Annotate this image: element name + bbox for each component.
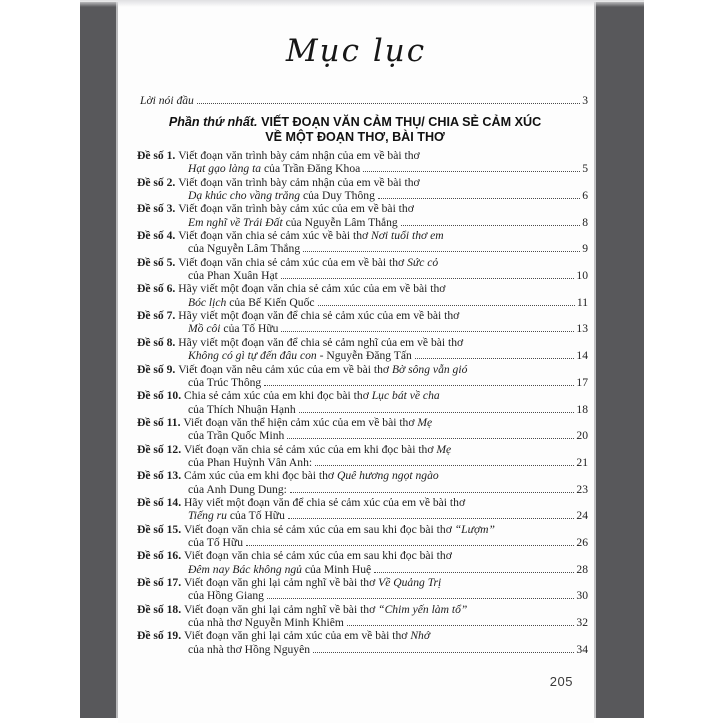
toc-text-segment: Hãy viết một đoạn văn chia sẻ cảm xúc của em về bài thơ: [178, 282, 446, 296]
toc-entry-line2: [137, 509, 588, 522]
toc-text-segment: Bờ sông vẫn gió: [391, 362, 468, 376]
toc-entry-page-number: 18: [576, 402, 588, 416]
toc-text-segment: Sức cỏ: [407, 255, 439, 269]
toc-entry-line1: [137, 496, 588, 509]
dot-leader: [347, 624, 575, 626]
toc-text-segment: Hãy viết một đoạn văn để chia sẻ cảm nghĩ của em về bài thơ: [178, 335, 464, 349]
toc-text-segment: Viết đoạn văn nêu cảm xúc của em về bài thơ: [178, 362, 392, 376]
toc-entry: [137, 603, 588, 630]
toc-entry-line1: [137, 469, 588, 482]
toc-entry-line1: [137, 282, 588, 295]
dot-leader: [415, 357, 575, 359]
toc-entry-page-number: 26: [576, 535, 588, 549]
toc-entry-continuation: [188, 456, 312, 469]
toc-entry: [137, 576, 588, 603]
dot-leader: [288, 517, 575, 519]
right-edge-bar: [594, 2, 644, 718]
dot-leader: [318, 304, 575, 306]
toc-text-segment: Viết đoạn văn ghi lại cảm nghĩ về bài thơ: [184, 576, 379, 589]
toc-entry-page-number: 6: [582, 189, 588, 203]
toc-text-segment: Viết đoạn văn ghi lại cảm nghĩ về bài thơ: [184, 602, 379, 616]
toc-text-segment: của Minh Huệ: [301, 562, 372, 576]
toc-entry: [137, 202, 588, 229]
toc-text-segment: của Nguyễn Lâm Thắng: [188, 242, 301, 256]
toc-entry-line1: [137, 523, 588, 536]
toc-entry-line2: [137, 216, 588, 229]
toc-entry-line2: [137, 589, 588, 602]
toc-text-segment: Dạ khúc cho vầng trăng: [188, 189, 301, 203]
toc-text-segment: của Phan Huỳnh Vân Anh:: [188, 455, 313, 469]
section-label: Phần thứ nhất.: [168, 115, 258, 129]
toc-text-segment: Lục bát về cha: [371, 389, 440, 403]
dot-leader: [290, 491, 575, 493]
toc-text-segment: Viết đoạn văn chia sẻ cảm xúc của em khi đọc bài thơ: [184, 442, 437, 456]
toc-entry-page-number: 32: [576, 616, 588, 630]
toc-intro-row: [140, 94, 588, 108]
toc-entry-continuation: [188, 589, 264, 602]
dot-leader: [378, 197, 580, 199]
toc-text-segment: Viết đoạn văn chia sẻ cảm xúc của em sau khi đọc bài thơ: [184, 549, 452, 563]
section-title-part1: VIẾT ĐOẠN VĂN CẢM THỤ/ CHIA SẺ CẢM XÚC: [261, 115, 542, 129]
dot-leader: [303, 250, 580, 252]
page-title: Mục lục: [285, 33, 427, 69]
dot-leader: [315, 464, 574, 466]
toc-entry-continuation: [188, 269, 278, 282]
left-edge-bar: [80, 2, 118, 718]
toc-entry-label: Đề số 19.: [137, 629, 185, 643]
toc-entry-continuation: [188, 322, 278, 335]
toc-text-segment: Viết đoạn văn chia sẻ cảm xúc của em sau khi đọc bài thơ: [184, 522, 455, 536]
toc-text-segment: Chia sẻ cảm xúc của em khi đọc bài thơ: [184, 389, 372, 403]
toc-text-segment: của Anh Dung Dung:: [188, 482, 287, 496]
dot-leader: [374, 571, 574, 573]
toc-entry-line1: [137, 176, 588, 189]
toc-entry: [137, 549, 588, 576]
toc-entry-line2: [137, 483, 588, 496]
toc-text-segment: Nhớ: [410, 629, 431, 643]
toc-entry-continuation: [188, 483, 287, 496]
toc-entry-line2: [137, 242, 588, 255]
toc-entry-line1: [137, 363, 588, 376]
toc-entry-line2: [137, 269, 588, 282]
toc-entry-line1: [137, 389, 588, 402]
dot-leader: [267, 597, 574, 599]
toc-text-segment: của Thích Nhuận Hạnh: [188, 402, 296, 416]
toc-entry-line1: [137, 576, 588, 589]
toc-entry-continuation: [188, 349, 412, 362]
toc-entry-page-number: 9: [582, 242, 588, 256]
toc-entry-label: Đề số 12.: [137, 442, 185, 456]
toc-entry-line1: [137, 149, 588, 162]
toc-entry-line2: [137, 536, 588, 549]
toc-entry: [137, 629, 588, 656]
dot-leader: [246, 544, 574, 546]
toc-entry-page-number: 21: [576, 455, 588, 469]
toc-entry-page-number: 34: [576, 642, 588, 656]
toc-text-segment: của nhà thơ Hồng Nguyên: [188, 642, 311, 656]
toc-entry-line2: [137, 162, 588, 175]
toc-entry-line2: [137, 189, 588, 202]
toc-text-segment: của Tố Hữu: [220, 322, 279, 336]
toc-text-segment: Về Quảng Trị: [378, 576, 442, 589]
toc-text-segment: Em nghĩ về Trái Đất: [188, 215, 283, 229]
toc-text-segment: của Nguyễn Lâm Thắng: [282, 215, 398, 229]
toc-entry-page-number: 28: [576, 562, 588, 576]
toc-text-segment: Viết đoạn văn chia sẻ cảm xúc về bài thơ: [178, 229, 372, 243]
toc-entry: [137, 523, 588, 550]
toc-entry-page-number: 30: [576, 589, 588, 603]
toc-text-segment: “Lượm”: [454, 522, 495, 536]
toc-entry-continuation: [188, 242, 300, 255]
toc-entry-label: Đề số 17.: [137, 576, 185, 589]
toc-text-segment: Hãy viết một đoạn văn để chia sẻ cảm xúc của em về bài thơ: [178, 309, 460, 323]
toc-entry-page-number: 20: [576, 429, 588, 443]
toc-entry-label: Đề số 6.: [137, 282, 179, 296]
toc-entry: [137, 336, 588, 363]
toc-entry-line1: [137, 309, 588, 322]
toc-entry-page-number: 10: [576, 269, 588, 283]
toc-entry-line1: [137, 256, 588, 269]
toc-entry-label: Đề số 9.: [137, 362, 179, 376]
toc-entry-line1: [137, 603, 588, 616]
intro-page-number: 3: [582, 94, 588, 107]
toc-entry-continuation: [188, 616, 344, 629]
toc-entry-page-number: 17: [576, 375, 588, 389]
toc-text-segment: - Nguyễn Đăng Tấn: [316, 349, 412, 363]
toc-entry-line2: [137, 429, 588, 442]
toc-entry: [137, 363, 588, 390]
dot-leader: [264, 384, 574, 386]
toc-entry-page-number: 24: [576, 509, 588, 523]
toc-text-segment: Cảm xúc của em khi đọc bài thơ: [184, 469, 337, 483]
toc-entry-label: Đề số 8.: [137, 335, 179, 349]
toc-entry-page-number: 14: [576, 349, 588, 363]
toc-entry: [137, 256, 588, 283]
toc-entry-label: Đề số 1.: [137, 149, 179, 162]
toc-entry: [137, 309, 588, 336]
toc-entry: [137, 229, 588, 256]
toc-text-segment: Quê hương ngọt ngào: [336, 469, 439, 483]
toc-entry-label: Đề số 7.: [137, 309, 179, 323]
toc-text-segment: Mẹ: [417, 415, 433, 429]
dot-leader: [287, 437, 574, 439]
toc-entry-label: Đề số 2.: [137, 175, 179, 189]
dot-leader: [401, 224, 580, 226]
toc-text-segment: của Trần Đăng Khoa: [261, 162, 361, 176]
toc-entry-continuation: [188, 509, 285, 522]
section-heading-line1: [118, 115, 592, 130]
toc-entry: [137, 469, 588, 496]
toc-text-segment: Hãy viết một đoạn văn để chia sẻ cảm xúc của em về bài thơ: [184, 495, 466, 509]
toc-entries: [137, 149, 588, 656]
toc-entry-page-number: 5: [582, 162, 588, 176]
toc-text-segment: Viết đoạn văn trình bày cảm xúc của em về bài thơ: [178, 202, 414, 216]
toc-entry-label: Đề số 4.: [137, 229, 179, 243]
toc-text-segment: Bóc lịch: [188, 295, 227, 309]
toc-entry: [137, 176, 588, 203]
toc-entry-line2: [137, 296, 588, 309]
toc-entry-line1: [137, 229, 588, 242]
toc-text-segment: “Chim yến làm tổ”: [378, 602, 468, 616]
toc-text-segment: của Trúc Thông: [188, 375, 262, 389]
toc-entry-label: Đề số 10.: [137, 389, 185, 403]
toc-text-segment: Mẹ: [436, 442, 452, 456]
toc-entry-line2: [137, 456, 588, 469]
toc-entry-line2: [137, 403, 588, 416]
folio-page-number: 205: [549, 674, 573, 689]
section-heading-line2: VỀ MỘT ĐOẠN THƠ, BÀI THƠ: [265, 130, 445, 144]
toc-entry-line2: [137, 376, 588, 389]
toc-text-segment: của Duy Thông: [300, 189, 375, 203]
toc-text-segment: Viết đoạn văn trình bày cảm nhận của em về bài thơ: [178, 175, 420, 189]
toc-entry: [137, 496, 588, 523]
toc-entry-line2: [137, 322, 588, 335]
toc-entry-continuation: [188, 162, 360, 175]
toc-text-segment: của Phan Xuân Hạt: [188, 269, 278, 283]
toc-text-segment: của Hồng Giang: [188, 589, 264, 603]
toc-entry-continuation: [188, 403, 296, 416]
toc-entry-continuation: [188, 216, 398, 229]
toc-text-segment: Đêm nay Bác không ngủ: [188, 562, 302, 576]
toc-entry-label: Đề số 15.: [137, 522, 185, 536]
dot-leader: [313, 651, 574, 653]
toc-text-segment: Viết đoạn văn chia sẻ cảm xúc của em về bài thơ: [178, 255, 408, 269]
toc-entry: [137, 149, 588, 176]
toc-entry-line2: [137, 349, 588, 362]
toc-entry-continuation: [188, 429, 284, 442]
toc-entry-label: Đề số 5.: [137, 255, 179, 269]
toc-entry-continuation: [188, 376, 261, 389]
toc-entry-page-number: 11: [576, 295, 588, 309]
toc-text-segment: Hạt gạo làng ta: [188, 162, 262, 176]
dot-leader: [197, 102, 580, 104]
toc-text-segment: Viết đoạn văn trình bày cảm nhận của em về bài thơ: [178, 149, 420, 162]
section-heading: [118, 115, 592, 145]
toc-entry-line1: [137, 629, 588, 642]
toc-entry-continuation: [188, 189, 375, 202]
toc-entry-line1: [137, 336, 588, 349]
toc-entry-continuation: [188, 643, 310, 656]
toc-entry-label: Đề số 18.: [137, 602, 185, 616]
dot-leader: [363, 170, 580, 172]
page-top-shadow: [80, 0, 644, 7]
toc-entry-label: Đề số 11.: [137, 415, 184, 429]
toc-entry-line1: [137, 549, 588, 562]
toc-text-segment: Không có gì tự đến đâu con: [188, 349, 317, 363]
dot-leader: [281, 277, 575, 279]
toc-entry: [137, 389, 588, 416]
toc-entry-page-number: 8: [582, 215, 588, 229]
toc-entry-label: Đề số 14.: [137, 495, 185, 509]
intro-label: Lời nói đầu: [140, 94, 194, 107]
toc-entry-line1: [137, 416, 588, 429]
toc-entry-continuation: [188, 563, 371, 576]
toc-text-segment: của Trần Quốc Minh: [188, 429, 285, 443]
toc-text-segment: của Tố Hữu: [226, 509, 285, 523]
toc-text-segment: Viết đoạn văn thể hiện cảm xúc của em về bài thơ: [183, 415, 418, 429]
toc-text-segment: Viết đoạn văn ghi lại cảm xúc của em về bài thơ: [184, 629, 411, 643]
toc-text-segment: Nơi tuổi thơ em: [371, 229, 444, 243]
toc-page: [118, 0, 594, 723]
toc-entry-continuation: [188, 536, 243, 549]
toc-text-segment: của nhà thơ Nguyễn Minh Khiêm: [188, 616, 344, 630]
toc-entry-line2: [137, 643, 588, 656]
toc-entry-line2: [137, 616, 588, 629]
toc-text-segment: Mồ côi: [188, 322, 221, 336]
toc-entry-label: Đề số 3.: [137, 202, 179, 216]
toc-text-segment: Tiếng ru: [188, 509, 227, 523]
toc-entry-continuation: [188, 296, 315, 309]
toc-entry-line1: [137, 202, 588, 215]
toc-entry: [137, 443, 588, 470]
toc-entry-label: Đề số 13.: [137, 469, 185, 483]
toc-entry-page-number: 13: [576, 322, 588, 336]
dot-leader: [281, 330, 574, 332]
toc-entry: [137, 282, 588, 309]
toc-entry-page-number: 23: [576, 482, 588, 496]
dot-leader: [299, 411, 575, 413]
toc-entry-line2: [137, 563, 588, 576]
toc-text-segment: của Tố Hữu: [188, 535, 244, 549]
toc-text-segment: của Bế Kiến Quốc: [226, 295, 315, 309]
toc-entry: [137, 416, 588, 443]
toc-entry-line1: [137, 443, 588, 456]
toc-entry-label: Đề số 16.: [137, 549, 185, 563]
